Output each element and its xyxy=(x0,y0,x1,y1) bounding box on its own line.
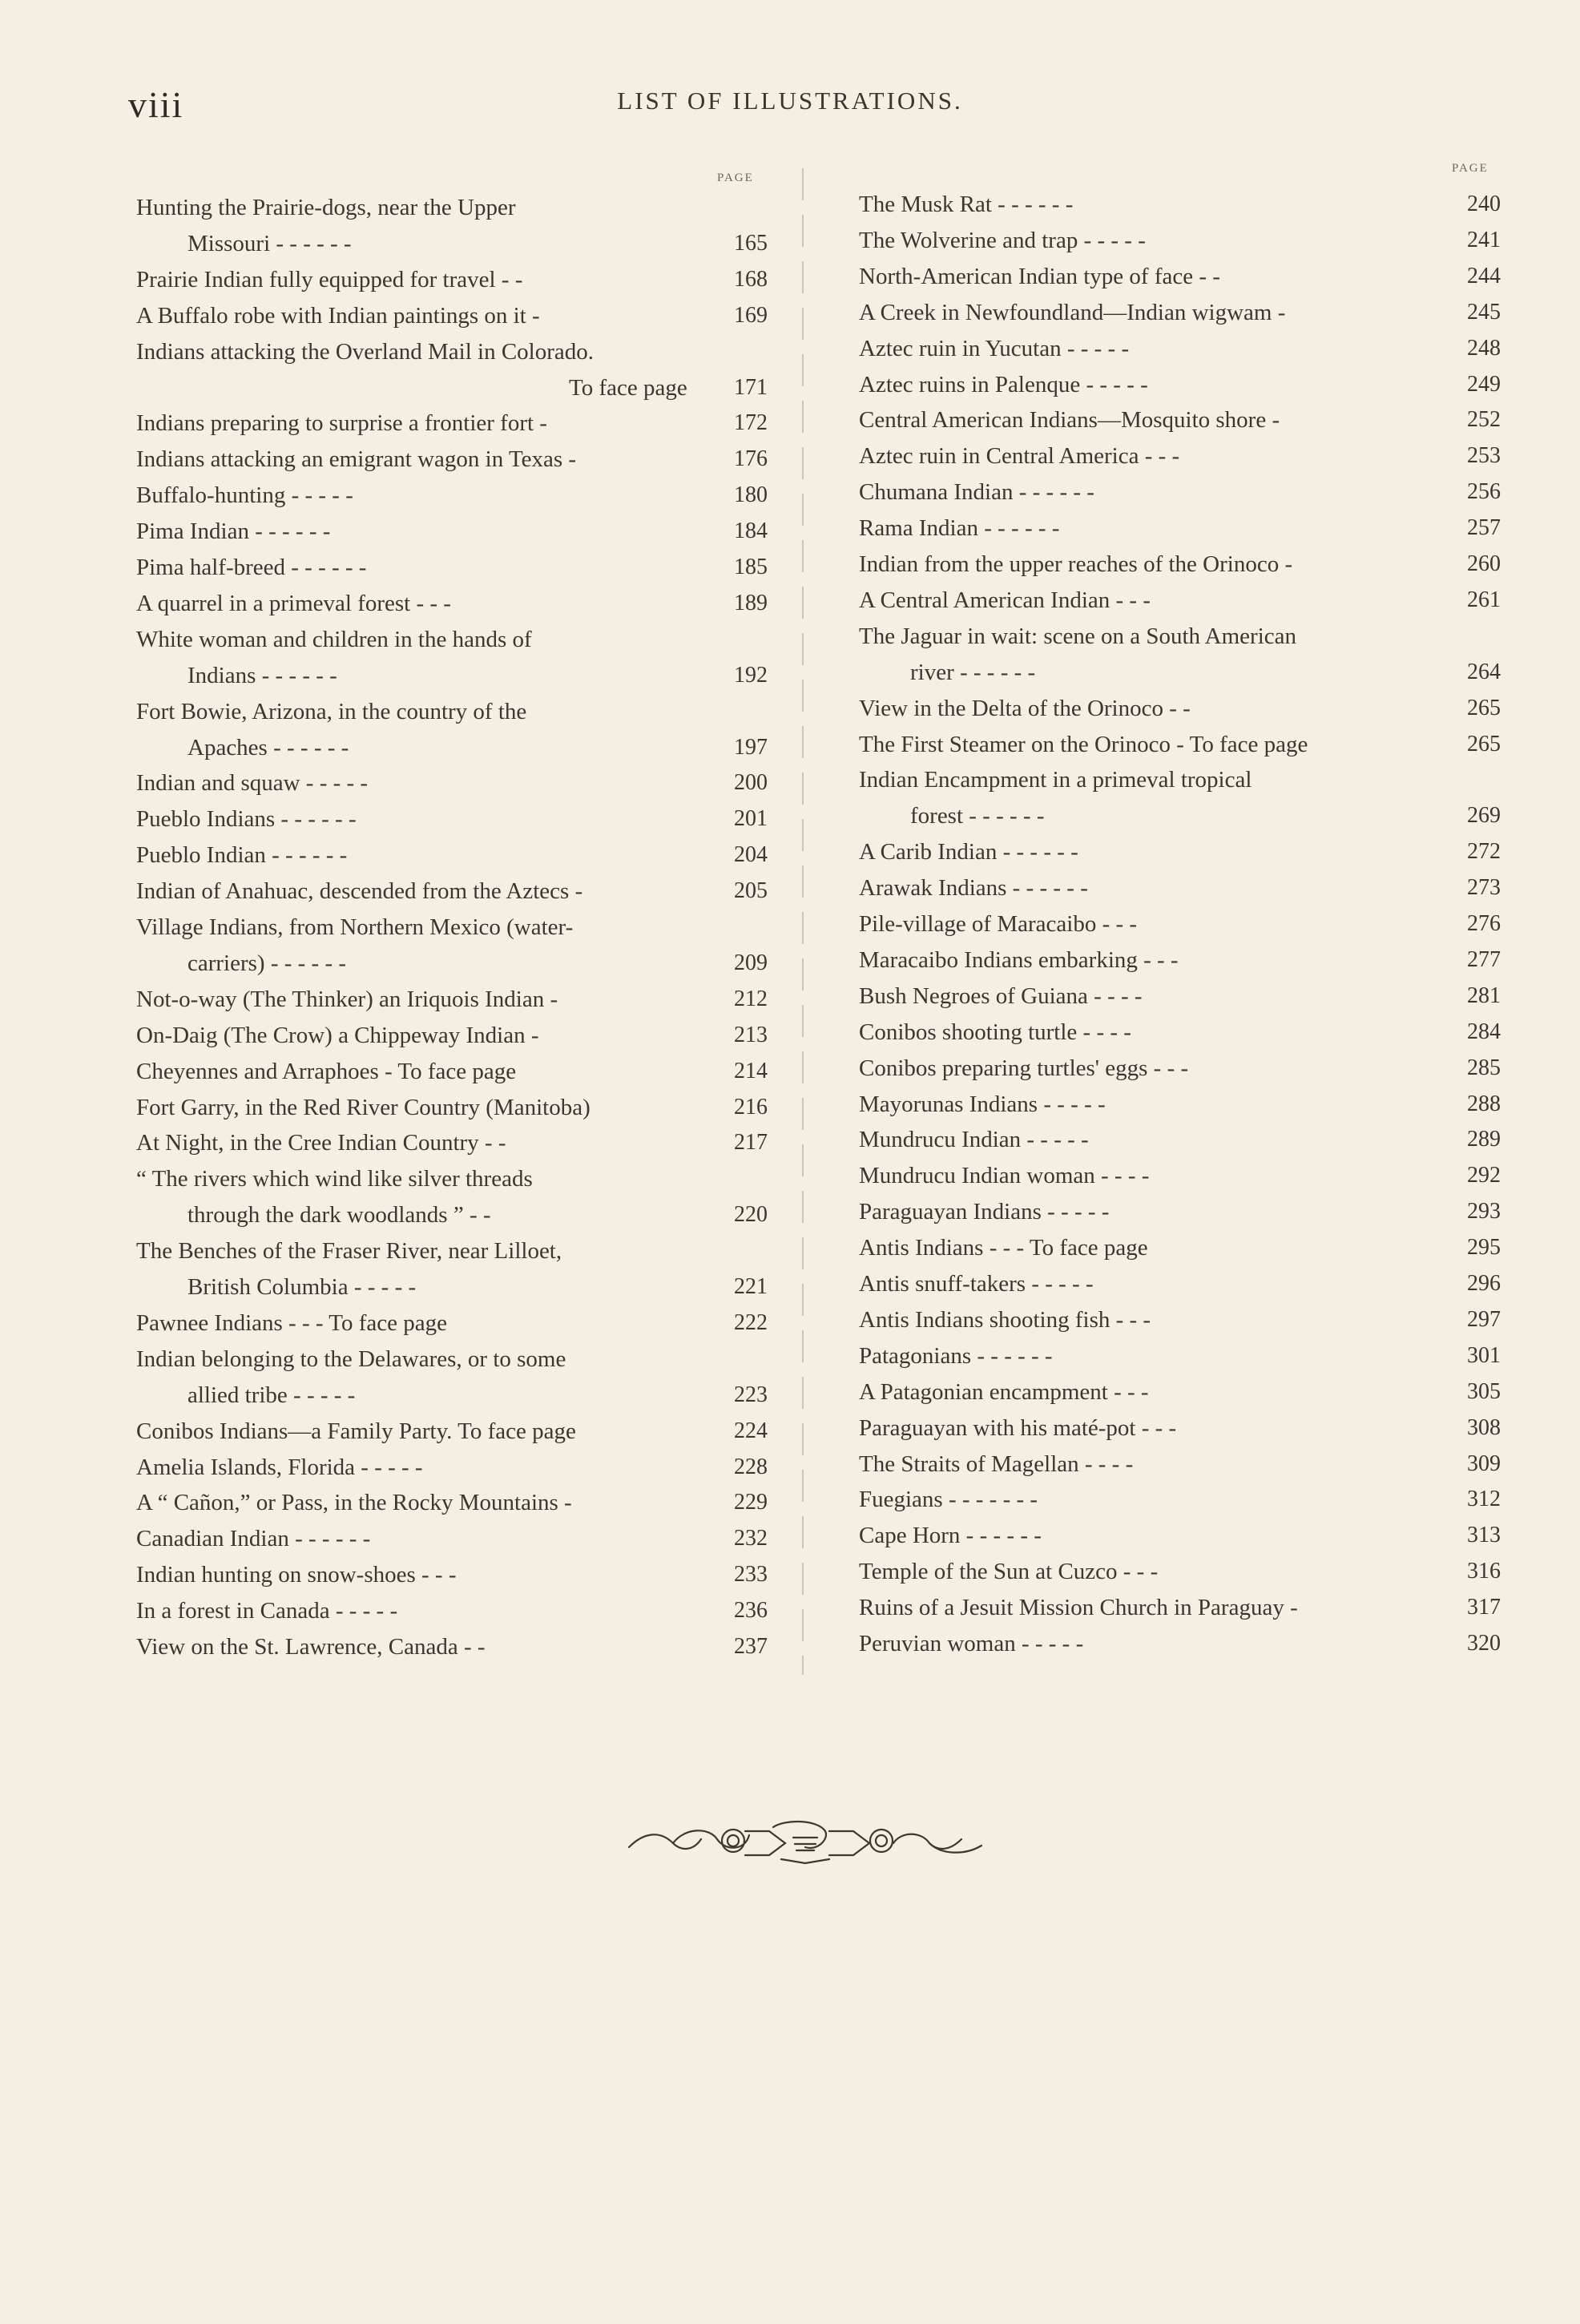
illustration-title: Antis Indians - - - To face page xyxy=(859,1235,1148,1261)
illustration-page-number: 265 xyxy=(1467,731,1501,757)
illustration-title: Ruins of a Jesuit Mission Church in Paraguay - xyxy=(859,1595,1298,1621)
illustration-page-number: 313 xyxy=(1467,1523,1501,1548)
illustration-title: Bush Negroes of Guiana - - - - xyxy=(859,982,1143,1009)
illustration-title-continued: Indians - - - - - - xyxy=(187,662,337,688)
illustration-page-number: 305 xyxy=(1467,1378,1501,1404)
illustration-page-number: 176 xyxy=(734,446,768,472)
illustration-title: View in the Delta of the Orinoco - - xyxy=(859,695,1191,721)
illustration-title: View on the St. Lawrence, Canada - - xyxy=(136,1634,486,1660)
illustration-page-number: 264 xyxy=(1467,659,1501,684)
illustration-page-number: 285 xyxy=(1467,1055,1501,1080)
illustration-title: The Wolverine and trap - - - - - xyxy=(859,227,1146,253)
illustration-page-number: 269 xyxy=(1467,803,1501,829)
illustration-title: Mundrucu Indian woman - - - - xyxy=(859,1163,1150,1189)
illustration-title: Indian Encampment in a primeval tropical xyxy=(859,767,1252,793)
illustration-page-number: 168 xyxy=(734,266,768,292)
right-page-column-label: PAGE xyxy=(1452,162,1489,175)
illustration-title: A “ Cañon,” or Pass, in the Rocky Mountains - xyxy=(136,1490,572,1516)
illustration-title-continued: Missouri - - - - - - xyxy=(187,230,352,256)
illustration-page-number: 320 xyxy=(1467,1631,1501,1656)
illustration-page-number: 281 xyxy=(1467,982,1501,1008)
illustration-page-number: 295 xyxy=(1467,1235,1501,1261)
page-number: viii xyxy=(128,84,184,125)
illustration-page-number: 221 xyxy=(734,1274,768,1299)
illustration-title: Paraguayan Indians - - - - - xyxy=(859,1199,1110,1225)
illustration-page-number: 261 xyxy=(1467,587,1501,612)
illustration-title: Temple of the Sun at Cuzco - - - xyxy=(859,1559,1159,1585)
illustration-page-number: 172 xyxy=(734,410,768,436)
illustration-title: Pueblo Indian - - - - - - xyxy=(136,842,348,869)
illustration-title: White woman and children in the hands of xyxy=(136,626,532,652)
illustration-page-number: 232 xyxy=(734,1526,768,1551)
illustration-title: Canadian Indian - - - - - - xyxy=(136,1526,371,1552)
illustration-page-number: 288 xyxy=(1467,1091,1501,1116)
illustration-page-number: 185 xyxy=(734,555,768,579)
illustration-page-number: 289 xyxy=(1467,1127,1501,1152)
illustration-page-number: 205 xyxy=(734,878,768,904)
illustration-title: Central American Indians—Mosquito shore - xyxy=(859,407,1280,434)
illustration-page-number: 201 xyxy=(734,806,768,832)
illustration-page-number: 222 xyxy=(734,1309,768,1335)
illustration-title: Aztec ruin in Central America - - - xyxy=(859,443,1180,470)
illustration-page-number: 253 xyxy=(1467,443,1501,469)
illustration-title: Indian and squaw - - - - - xyxy=(136,770,369,797)
illustration-page-number: 213 xyxy=(734,1022,768,1047)
illustration-title: Cape Horn - - - - - - xyxy=(859,1523,1042,1549)
illustration-title: Mundrucu Indian - - - - - xyxy=(859,1127,1089,1153)
illustration-title: Indian from the upper reaches of the Orinoco - xyxy=(859,551,1293,577)
illustration-title: Indians preparing to surprise a frontier fort - xyxy=(136,410,547,437)
illustration-page-number: 316 xyxy=(1467,1559,1501,1584)
illustration-title: Pawnee Indians - - - To face page xyxy=(136,1309,447,1336)
illustration-title-continued: forest - - - - - - xyxy=(910,803,1045,829)
illustration-title: The Musk Rat - - - - - - xyxy=(859,192,1074,217)
illustration-title: Chumana Indian - - - - - - xyxy=(859,479,1094,506)
illustration-page-number: 224 xyxy=(734,1418,768,1443)
illustration-title: “ The rivers which wind like silver threads xyxy=(136,1166,533,1192)
illustration-page-number: 248 xyxy=(1467,335,1501,361)
illustration-title-continued: river - - - - - - xyxy=(910,659,1036,685)
illustration-title: Paraguayan with his maté-pot - - - xyxy=(859,1414,1177,1441)
illustration-page-number: 223 xyxy=(734,1382,768,1407)
illustration-title: Pile-village of Maracaibo - - - xyxy=(859,911,1138,937)
illustration-page-number: 292 xyxy=(1467,1163,1501,1188)
illustration-page-number: 272 xyxy=(1467,839,1501,865)
illustration-title: The First Steamer on the Orinoco - To face page xyxy=(859,731,1308,757)
illustration-title: Conibos preparing turtles' eggs - - - xyxy=(859,1055,1189,1081)
illustration-page-number: 200 xyxy=(734,770,768,796)
illustration-page-number: 204 xyxy=(734,842,768,868)
illustration-title: North-American Indian type of face - - xyxy=(859,263,1220,289)
illustration-page-number: 180 xyxy=(734,482,768,508)
illustration-page-number: 317 xyxy=(1467,1595,1501,1620)
illustration-page-number: 297 xyxy=(1467,1306,1501,1332)
illustration-title: A quarrel in a primeval forest - - - xyxy=(136,590,451,616)
illustration-page-number: 265 xyxy=(1467,695,1501,720)
illustration-title: Prairie Indian fully equipped for travel - - xyxy=(136,266,523,293)
illustration-page-number: 284 xyxy=(1467,1019,1501,1044)
column-divider xyxy=(802,168,804,1675)
illustration-title: Conibos Indians—a Family Party. To face page xyxy=(136,1418,576,1444)
illustration-page-number: 184 xyxy=(734,518,768,544)
illustration-title: The Benches of the Fraser River, near Lilloet, xyxy=(136,1238,562,1265)
illustration-title: A Patagonian encampment - - - xyxy=(859,1378,1149,1405)
tailpiece-ornament-icon xyxy=(625,1815,985,1875)
illustration-page-number: 237 xyxy=(734,1634,768,1659)
illustration-title: In a forest in Canada - - - - - xyxy=(136,1598,398,1624)
illustration-title: Rama Indian - - - - - - xyxy=(859,515,1060,542)
illustration-title: Mayorunas Indians - - - - - xyxy=(859,1091,1106,1117)
illustration-title: Not-o-way (The Thinker) an Iriquois Indian - xyxy=(136,986,558,1012)
illustration-title: A Carib Indian - - - - - - xyxy=(859,839,1078,865)
illustration-page-number: 308 xyxy=(1467,1414,1501,1440)
illustration-page-number: 252 xyxy=(1467,407,1501,433)
illustration-page-number: 293 xyxy=(1467,1199,1501,1225)
illustration-page-number: 309 xyxy=(1467,1450,1501,1476)
illustration-title-continued: through the dark woodlands ” - - xyxy=(187,1202,491,1229)
illustration-title-continued: Apaches - - - - - - xyxy=(187,734,349,761)
illustration-page-number: 212 xyxy=(734,986,768,1011)
illustration-title: Fort Garry, in the Red River Country (Manitoba) xyxy=(136,1094,590,1120)
illustration-page-number: 257 xyxy=(1467,515,1501,541)
illustration-title: A Buffalo robe with Indian paintings on it - xyxy=(136,302,540,329)
illustration-title-continued: allied tribe - - - - - xyxy=(187,1382,356,1408)
illustration-page-number: 165 xyxy=(734,230,768,256)
illustration-page-number: 169 xyxy=(734,302,768,328)
illustration-title: Amelia Islands, Florida - - - - - xyxy=(136,1454,423,1480)
illustration-page-number: 296 xyxy=(1467,1271,1501,1296)
illustration-title: Aztec ruin in Yucutan - - - - - xyxy=(859,335,1130,361)
illustration-page-number: 171 xyxy=(734,374,768,400)
illustration-title: Hunting the Prairie-dogs, near the Upper xyxy=(136,195,516,220)
illustration-title: Pima half-breed - - - - - - xyxy=(136,555,367,580)
illustration-title: Pima Indian - - - - - - xyxy=(136,518,331,545)
illustration-page-number: 241 xyxy=(1467,227,1501,252)
illustration-title: At Night, in the Cree Indian Country - - xyxy=(136,1130,506,1156)
illustration-page-number: 236 xyxy=(734,1598,768,1624)
illustration-title-continued: carriers) - - - - - - xyxy=(187,950,347,976)
illustration-page-number: 197 xyxy=(734,734,768,760)
illustration-title: Indian of Anahuac, descended from the Aztecs - xyxy=(136,878,583,905)
illustration-title: Patagonians - - - - - - xyxy=(859,1342,1053,1369)
illustration-title-continued: To face page xyxy=(569,374,687,401)
illustration-title: A Central American Indian - - - xyxy=(859,587,1151,613)
illustration-title: Village Indians, from Northern Mexico (water- xyxy=(136,914,574,940)
illustration-title: Maracaibo Indians embarking - - - xyxy=(859,946,1179,973)
illustration-page-number: 233 xyxy=(734,1562,768,1588)
illustration-page-number: 301 xyxy=(1467,1342,1501,1368)
illustration-page-number: 260 xyxy=(1467,551,1501,576)
illustration-page-number: 192 xyxy=(734,662,768,688)
illustration-title: Peruvian woman - - - - - xyxy=(859,1631,1084,1656)
illustration-title: Buffalo-hunting - - - - - xyxy=(136,482,353,509)
illustration-page-number: 276 xyxy=(1467,911,1501,936)
illustration-title: Indian hunting on snow-shoes - - - xyxy=(136,1562,457,1588)
illustration-page-number: 277 xyxy=(1467,946,1501,972)
illustration-page-number: 216 xyxy=(734,1094,768,1120)
illustration-title: A Creek in Newfoundland—Indian wigwam - xyxy=(859,299,1286,325)
illustration-title: The Jaguar in wait: scene on a South American xyxy=(859,623,1297,649)
illustration-title: Indians attacking the Overland Mail in Colorado. xyxy=(136,338,594,365)
left-page-column-label: PAGE xyxy=(717,171,754,184)
illustration-title-continued: British Columbia - - - - - xyxy=(187,1274,417,1300)
illustration-page-number: 189 xyxy=(734,590,768,615)
illustration-page-number: 209 xyxy=(734,950,768,975)
illustration-page-number: 256 xyxy=(1467,479,1501,505)
running-head: LIST OF ILLUSTRATIONS. xyxy=(617,87,963,115)
illustration-title: On-Daig (The Crow) a Chippeway Indian - xyxy=(136,1022,539,1048)
illustration-page-number: 217 xyxy=(734,1130,768,1156)
illustration-page-number: 245 xyxy=(1467,299,1501,325)
illustration-title: Arawak Indians - - - - - - xyxy=(859,875,1088,902)
illustration-title: Indian belonging to the Delawares, or to some xyxy=(136,1346,566,1372)
illustration-title: Antis Indians shooting fish - - - xyxy=(859,1306,1151,1333)
illustration-page-number: 229 xyxy=(734,1490,768,1515)
illustration-page-number: 312 xyxy=(1467,1487,1501,1512)
illustration-title: Fort Bowie, Arizona, in the country of the xyxy=(136,698,527,724)
illustration-title: Aztec ruins in Palenque - - - - - xyxy=(859,371,1148,397)
illustration-page-number: 244 xyxy=(1467,263,1501,288)
illustration-page-number: 240 xyxy=(1467,192,1501,216)
illustration-page-number: 214 xyxy=(734,1058,768,1083)
illustration-title: Conibos shooting turtle - - - - xyxy=(859,1019,1131,1045)
illustration-page-number: 220 xyxy=(734,1202,768,1228)
illustration-title: The Straits of Magellan - - - - xyxy=(859,1450,1134,1477)
illustration-title: Antis snuff-takers - - - - - xyxy=(859,1271,1094,1297)
illustration-title: Pueblo Indians - - - - - - xyxy=(136,806,357,833)
illustration-title: Cheyennes and Arraphoes - To face page xyxy=(136,1058,517,1084)
illustration-page-number: 273 xyxy=(1467,875,1501,901)
illustration-title: Fuegians - - - - - - - xyxy=(859,1487,1038,1513)
illustration-page-number: 249 xyxy=(1467,371,1501,397)
illustration-page-number: 228 xyxy=(734,1454,768,1479)
illustration-title: Indians attacking an emigrant wagon in Texas - xyxy=(136,446,577,473)
